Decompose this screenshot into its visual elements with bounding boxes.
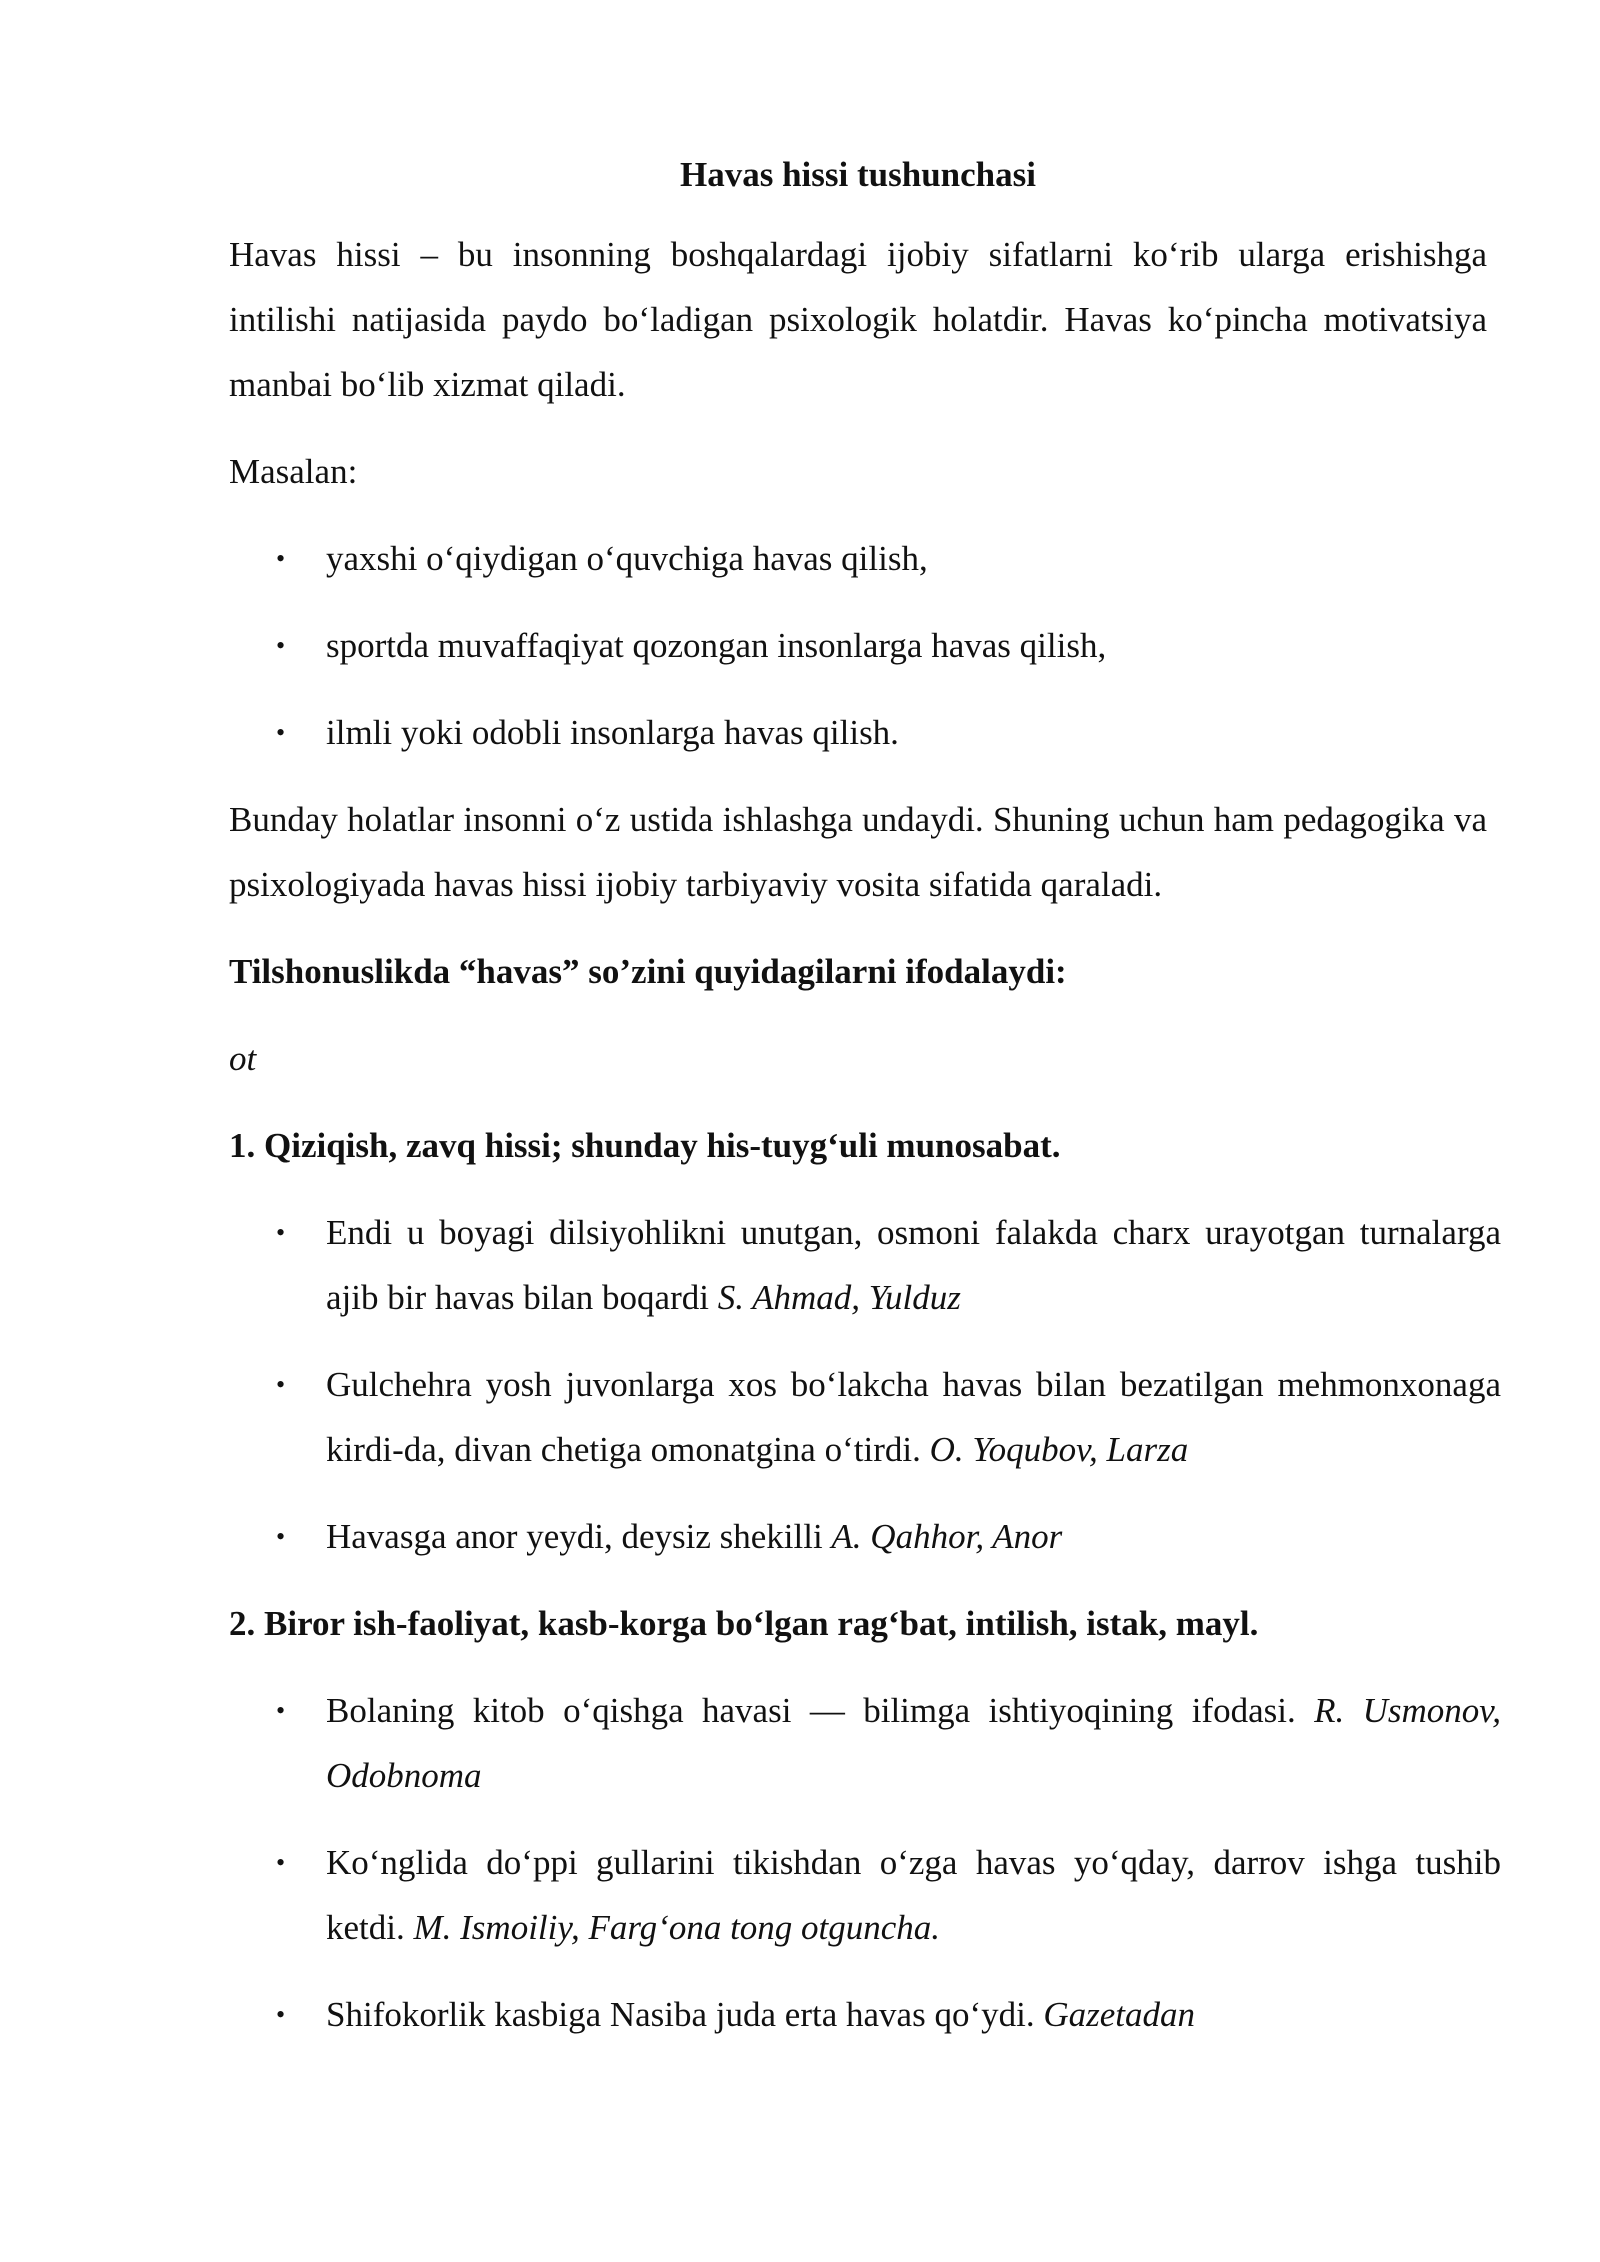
bullet-icon: • bbox=[276, 2000, 286, 2029]
bullet-icon: • bbox=[276, 1218, 286, 1247]
quote-text: Gulchehra yosh juvonlarga xos bo‘lakcha havas bilan bezatilgan mehmonxonaga kirdi-da, divan chetiga omonatgina o‘tirdi. bbox=[326, 1365, 1501, 1469]
bullet-icon: • bbox=[276, 718, 286, 747]
document-page bbox=[229, 150, 1501, 2069]
sense-1-heading: 1. Qiziqish, zavq hissi; shunday his-tuyg‘uli munosabat. bbox=[229, 1126, 1061, 1165]
list-item bbox=[229, 526, 1487, 591]
quote-source: A. Qahhor, Anor bbox=[831, 1517, 1063, 1556]
quote-source: M. Ismoiliy, Farg‘ona tong otguncha. bbox=[413, 1908, 941, 1947]
document-title: Havas hissi tushunchasi bbox=[680, 155, 1036, 194]
list-item bbox=[229, 613, 1487, 678]
quote-item bbox=[229, 1982, 1501, 2047]
list-item-text: yaxshi o‘qiydigan o‘quvchiga havas qilish, bbox=[326, 539, 928, 578]
bullet-icon: • bbox=[276, 631, 286, 660]
list-item bbox=[229, 700, 1487, 765]
quote-text: Endi u boyagi dilsiyohlikni unutgan, osmoni falakda charx urayotgan turnalarga ajib bir havas bilan boqardi bbox=[326, 1213, 1501, 1317]
bullet-icon: • bbox=[276, 1522, 286, 1551]
bullet-icon: • bbox=[276, 544, 286, 573]
sense-1-quotes bbox=[229, 1200, 1501, 1569]
quote-item bbox=[229, 1504, 1501, 1569]
linguistics-heading: Tilshonuslikda “havas” so’zini quyidagilarni ifodalaydi: bbox=[229, 952, 1067, 991]
quote-source: S. Ahmad, Yulduz bbox=[717, 1278, 961, 1317]
conclusion-paragraph: Bunday holatlar insonni o‘z ustida ishlashga undaydi. Shuning uchun ham pedagogika va psixologiyada havas hissi ijobiy tarbiyaviy vosita sifatida qaraladi. bbox=[229, 800, 1487, 904]
quote-text: Bolaning kitob o‘qishga havasi — bilimga ishtiyoqining ifodasi. bbox=[326, 1691, 1315, 1730]
quote-source: O. Yoqubov, Larza bbox=[929, 1430, 1189, 1469]
quote-text: Ko‘nglida do‘ppi gullarini tikishdan o‘zga havas yo‘qday, darrov ishga tushib ketdi. bbox=[326, 1843, 1501, 1947]
part-of-speech: ot bbox=[229, 1039, 257, 1078]
bullet-icon: • bbox=[276, 1370, 286, 1399]
quote-item bbox=[229, 1200, 1501, 1330]
quote-text: Shifokorlik kasbiga Nasiba juda erta havas qo‘ydi. bbox=[326, 1995, 1044, 2034]
example-label: Masalan: bbox=[229, 452, 358, 491]
examples-list bbox=[229, 526, 1487, 765]
bullet-icon: • bbox=[276, 1696, 286, 1725]
list-item-text: ilmli yoki odobli insonlarga havas qilish. bbox=[326, 713, 899, 752]
sense-2-quotes bbox=[229, 1678, 1501, 2047]
quote-item bbox=[229, 1678, 1501, 1808]
quote-item bbox=[229, 1352, 1501, 1482]
sense-2-heading: 2. Biror ish-faoliyat, kasb-korga bo‘lgan rag‘bat, intilish, istak, mayl. bbox=[229, 1604, 1259, 1643]
list-item-text: sportda muvaffaqiyat qozongan insonlarga havas qilish, bbox=[326, 626, 1107, 665]
quote-source: Gazetadan bbox=[1043, 1995, 1195, 2034]
quote-text: Havasga anor yeydi, deysiz shekilli bbox=[326, 1517, 832, 1556]
intro-paragraph: Havas hissi – bu insonning boshqalardagi ijobiy sifatlarni ko‘rib ularga erishishga intilishi natijasida paydo bo‘ladigan psixologik holatdir. Havas ko‘pincha motivatsiya manbai bo‘lib xizmat qiladi. bbox=[229, 235, 1487, 404]
quote-source: R. Usmonov, Odobnoma bbox=[326, 1691, 1501, 1795]
quote-item bbox=[229, 1830, 1501, 1960]
bullet-icon: • bbox=[276, 1848, 286, 1877]
